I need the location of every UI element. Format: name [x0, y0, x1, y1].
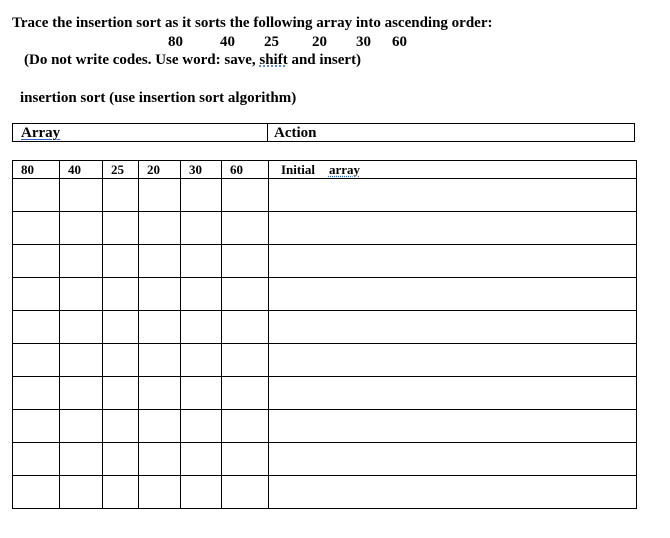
action-cell: [269, 161, 637, 179]
table-row: [13, 245, 637, 278]
instruction-prefix: (Do not write codes. Use word: save,: [24, 52, 260, 68]
action-cell[interactable]: [269, 179, 637, 212]
table-cell[interactable]: [222, 278, 269, 311]
table-cell[interactable]: [181, 245, 222, 278]
table-cell[interactable]: [103, 344, 139, 377]
table-cell[interactable]: [60, 476, 103, 509]
table-cell[interactable]: [60, 212, 103, 245]
table-row: [13, 311, 637, 344]
table-cell[interactable]: [139, 443, 181, 476]
table-cell[interactable]: [103, 278, 139, 311]
action-word-initial: Initial: [281, 162, 315, 177]
action-word-array: array: [328, 162, 361, 177]
table-cell[interactable]: [139, 311, 181, 344]
array-value: 20: [312, 34, 327, 50]
array-value: 25: [264, 34, 279, 50]
table-cell[interactable]: [222, 179, 269, 212]
table-cell[interactable]: [139, 245, 181, 278]
table-cell[interactable]: [181, 443, 222, 476]
table-cell[interactable]: [222, 476, 269, 509]
table-cell[interactable]: [181, 311, 222, 344]
table-cell[interactable]: [222, 443, 269, 476]
table-cell: 60: [222, 161, 269, 179]
table-row: [13, 377, 637, 410]
table-cell[interactable]: [13, 476, 60, 509]
table-cell[interactable]: [60, 278, 103, 311]
array-value: 60: [392, 34, 407, 50]
table-cell[interactable]: [103, 311, 139, 344]
table-cell: 80: [13, 161, 60, 179]
table-cell[interactable]: [60, 311, 103, 344]
table-cell[interactable]: [60, 245, 103, 278]
table-cell[interactable]: [139, 179, 181, 212]
table-cell[interactable]: [139, 344, 181, 377]
table-cell[interactable]: [139, 212, 181, 245]
table-cell[interactable]: [222, 311, 269, 344]
table-cell[interactable]: [139, 476, 181, 509]
table-cell[interactable]: [13, 311, 60, 344]
table-cell[interactable]: [222, 245, 269, 278]
table-cell[interactable]: [60, 410, 103, 443]
table-cell[interactable]: [103, 179, 139, 212]
table-row: [13, 179, 637, 212]
table-cell[interactable]: [60, 377, 103, 410]
table-cell[interactable]: [181, 476, 222, 509]
array-values-line: [0, 33, 670, 51]
subtitle: insertion sort (use insertion sort algorithm): [20, 90, 297, 106]
action-header: Action: [274, 125, 317, 141]
table-cell: 30: [181, 161, 222, 179]
table-cell[interactable]: [181, 212, 222, 245]
table-cell[interactable]: [181, 179, 222, 212]
table-cell[interactable]: [222, 377, 269, 410]
table-cell[interactable]: [181, 344, 222, 377]
table-cell[interactable]: [181, 377, 222, 410]
array-value: 80: [168, 34, 183, 50]
table-cell[interactable]: [13, 377, 60, 410]
array-value: 30: [356, 34, 371, 50]
table-cell: 20: [139, 161, 181, 179]
table-row: [13, 443, 637, 476]
table-row: [13, 278, 637, 311]
question-title: Trace the insertion sort as it sorts the following array into ascending order:: [12, 15, 493, 31]
table-cell[interactable]: [103, 377, 139, 410]
table-cell[interactable]: [222, 344, 269, 377]
table-cell[interactable]: [60, 179, 103, 212]
table-cell[interactable]: [60, 443, 103, 476]
trace-table-body: [13, 161, 637, 509]
instructions: [24, 51, 361, 69]
action-cell[interactable]: [269, 212, 637, 245]
table-cell[interactable]: [181, 278, 222, 311]
table-cell[interactable]: [103, 410, 139, 443]
table-cell[interactable]: [103, 212, 139, 245]
table-cell[interactable]: [139, 377, 181, 410]
instruction-word-shift: shift: [259, 52, 288, 68]
table-cell: 40: [60, 161, 103, 179]
action-cell[interactable]: [269, 410, 637, 443]
trace-table: [12, 160, 637, 509]
table-cell[interactable]: [139, 410, 181, 443]
action-cell[interactable]: [269, 278, 637, 311]
table-cell: 25: [103, 161, 139, 179]
header-divider: [267, 124, 268, 141]
array-header: Array: [21, 125, 61, 141]
table-row: [13, 476, 637, 509]
table-cell[interactable]: [13, 212, 60, 245]
action-cell[interactable]: [269, 443, 637, 476]
table-cell[interactable]: [181, 410, 222, 443]
table-cell[interactable]: [13, 344, 60, 377]
table-cell[interactable]: [139, 278, 181, 311]
table-cell[interactable]: [13, 278, 60, 311]
table-cell[interactable]: [13, 443, 60, 476]
table-cell[interactable]: [103, 245, 139, 278]
table-cell[interactable]: [103, 443, 139, 476]
table-cell[interactable]: [222, 212, 269, 245]
table-cell[interactable]: [13, 410, 60, 443]
table-row: [13, 212, 637, 245]
action-cell[interactable]: [269, 344, 637, 377]
action-cell[interactable]: [269, 311, 637, 344]
table-cell[interactable]: [222, 410, 269, 443]
table-cell[interactable]: [13, 245, 60, 278]
table-row: [13, 344, 637, 377]
table-cell[interactable]: [103, 476, 139, 509]
array-value: 40: [220, 34, 235, 50]
header-table: [12, 123, 635, 142]
table-cell[interactable]: [60, 344, 103, 377]
table-row: [13, 410, 637, 443]
table-cell[interactable]: [13, 179, 60, 212]
action-cell[interactable]: [269, 377, 637, 410]
instruction-suffix: and insert): [287, 52, 362, 68]
action-cell[interactable]: [269, 476, 637, 509]
initial-row: [13, 161, 637, 179]
action-cell[interactable]: [269, 245, 637, 278]
